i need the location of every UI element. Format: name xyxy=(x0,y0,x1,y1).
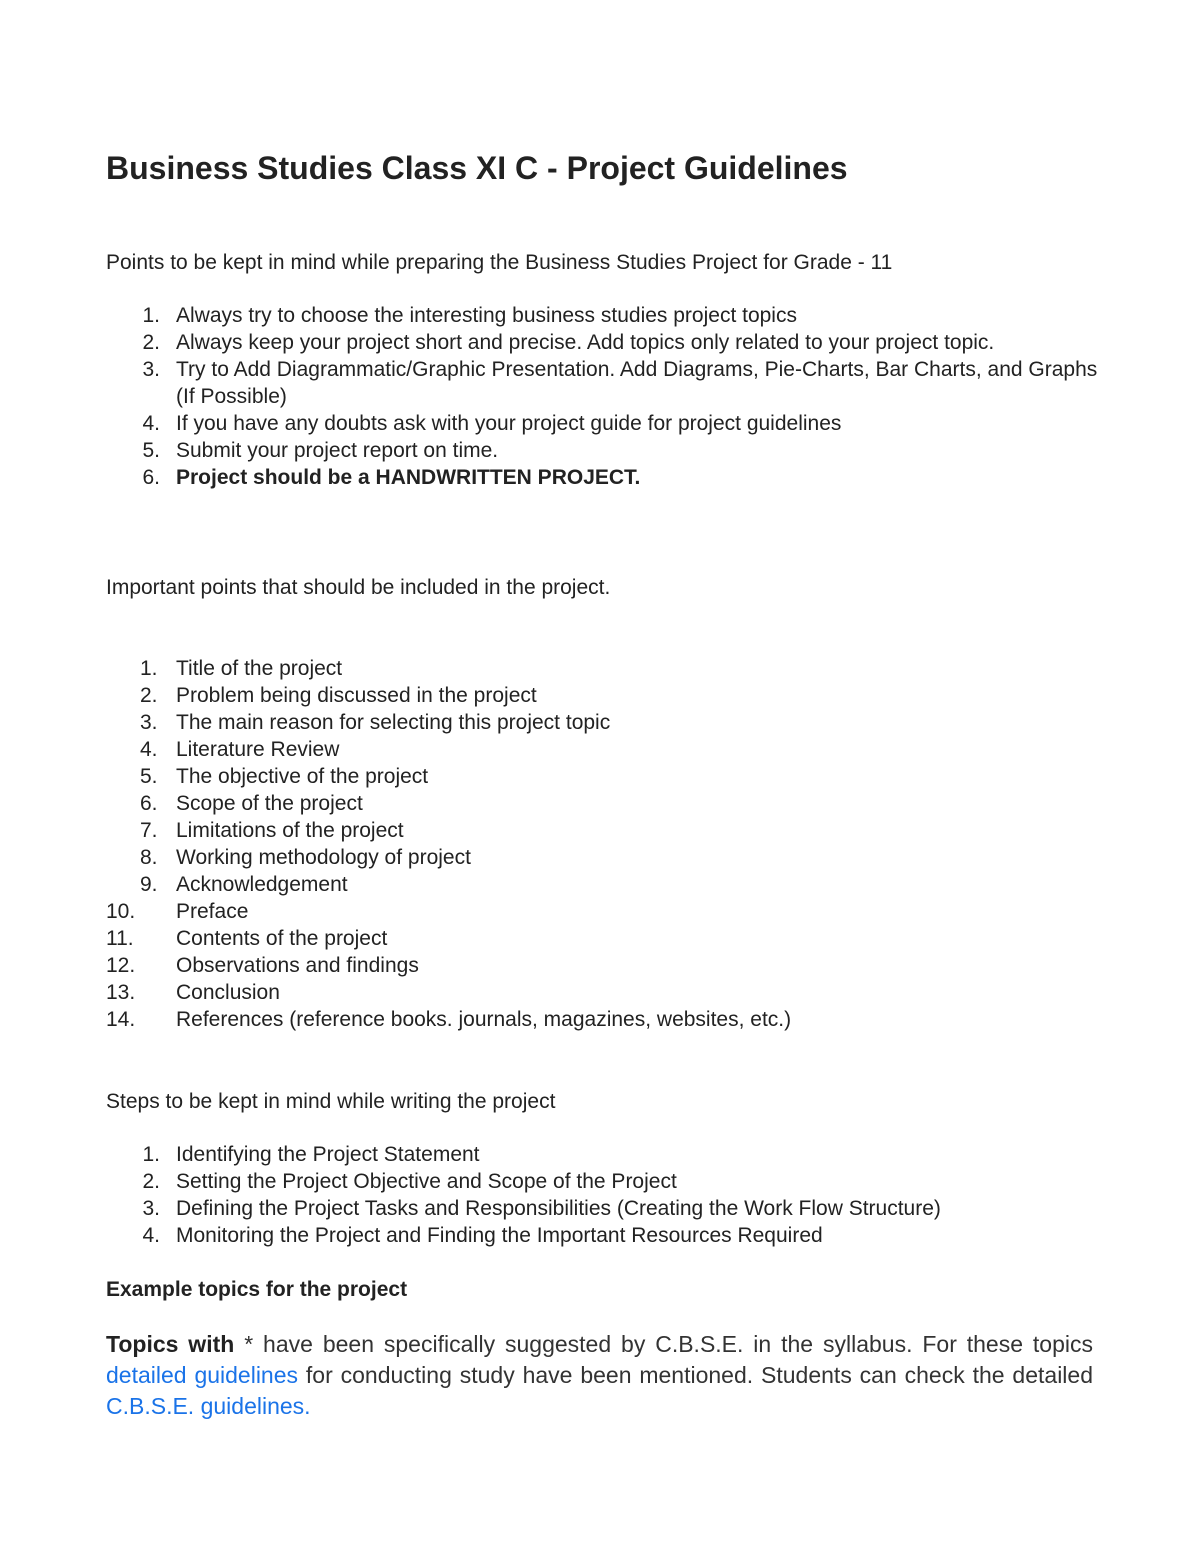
list-text: Contents of the project xyxy=(176,927,388,950)
list-text: Submit your project report on time. xyxy=(176,439,499,462)
topics-note-lead: Topics with xyxy=(106,1331,235,1357)
list-text: Observations and findings xyxy=(176,954,419,977)
list-item xyxy=(106,979,1106,1006)
list-item xyxy=(106,844,1106,871)
list-item xyxy=(106,817,1106,844)
steps-list xyxy=(106,1141,1106,1249)
list-item xyxy=(106,410,1106,437)
cbse-guidelines-link[interactable]: C.B.S.E. guidelines. xyxy=(106,1393,311,1419)
list-item xyxy=(106,329,1106,356)
list-number: 12. xyxy=(106,954,136,977)
list-item xyxy=(106,1006,1106,1033)
list-number: 2. xyxy=(142,331,160,354)
list-number: 4. xyxy=(142,412,160,435)
list-number: 4. xyxy=(140,738,158,761)
list-item xyxy=(106,1141,1106,1168)
list-number: 9. xyxy=(140,873,158,896)
example-topics-heading: Example topics for the project xyxy=(106,1278,408,1301)
list-item xyxy=(106,871,1106,898)
list-item xyxy=(106,356,1106,410)
list-text: The main reason for selecting this project topic xyxy=(176,711,611,734)
list-item xyxy=(106,790,1106,817)
list-number: 8. xyxy=(140,846,158,869)
list-text: References (reference books. journals, magazines, websites, etc.) xyxy=(176,1008,792,1031)
list-item xyxy=(106,1168,1106,1195)
list-text: Problem being discussed in the project xyxy=(176,684,537,707)
list-number: 2. xyxy=(140,684,158,707)
important-points-list xyxy=(106,655,1106,1033)
list-number: 4. xyxy=(142,1224,160,1247)
list-item xyxy=(106,763,1106,790)
intro-paragraph: Points to be kept in mind while preparing the Business Studies Project for Grade - 11 xyxy=(106,251,893,274)
list-text: Limitations of the project xyxy=(176,819,404,842)
list-number: 14. xyxy=(106,1008,136,1031)
list-text: Working methodology of project xyxy=(176,846,471,869)
list-number: 5. xyxy=(140,765,158,788)
list-text: Identifying the Project Statement xyxy=(176,1143,480,1166)
list-text: Conclusion xyxy=(176,981,280,1004)
list-number: 2. xyxy=(142,1170,160,1193)
list-text: Literature Review xyxy=(176,738,340,761)
list-item xyxy=(106,952,1106,979)
list-number: 10. xyxy=(106,900,136,923)
list-number: 6. xyxy=(142,466,160,489)
list-number: 3. xyxy=(142,358,160,381)
page-title: Business Studies Class XI C - Project Guidelines xyxy=(106,150,848,186)
topics-note-text: * have been specifically suggested by C.B.S.E. in the syllabus. For these topics xyxy=(234,1331,1093,1357)
list-number: 1. xyxy=(142,304,160,327)
list-number: 1. xyxy=(142,1143,160,1166)
list-number: 13. xyxy=(106,981,136,1004)
list-text: Always keep your project short and precise. Add topics only related to your project topic. xyxy=(176,331,995,354)
list-text: Defining the Project Tasks and Responsibilities (Creating the Work Flow Structure) xyxy=(176,1197,941,1220)
guidelines-list xyxy=(106,302,1106,491)
list-text: The objective of the project xyxy=(176,765,429,788)
list-number: 7. xyxy=(140,819,158,842)
list-number: 5. xyxy=(142,439,160,462)
topics-note xyxy=(106,1329,1093,1422)
list-text: Title of the project xyxy=(176,657,343,680)
detailed-guidelines-link[interactable]: detailed guidelines xyxy=(106,1362,299,1388)
list-number: 3. xyxy=(142,1197,160,1220)
list-text: Try to Add Diagrammatic/Graphic Presentation. Add Diagrams, Pie-Charts, Bar Charts, and Graphs (If Possible) xyxy=(176,358,1098,408)
list-text: Setting the Project Objective and Scope of the Project xyxy=(176,1170,677,1193)
list-number: 11. xyxy=(106,927,134,950)
list-item xyxy=(106,655,1106,682)
list-item xyxy=(106,709,1106,736)
list-text: Always try to choose the interesting business studies project topics xyxy=(176,304,797,327)
list-text: Acknowledgement xyxy=(176,873,348,896)
list-item xyxy=(106,1195,1106,1222)
list-item xyxy=(106,437,1106,464)
list-item xyxy=(106,302,1106,329)
list-text: Scope of the project xyxy=(176,792,363,815)
list-text: Project should be a HANDWRITTEN PROJECT. xyxy=(176,466,641,489)
list-item xyxy=(106,1222,1106,1249)
steps-heading: Steps to be kept in mind while writing the project xyxy=(106,1090,556,1113)
list-item xyxy=(106,898,1106,925)
list-number: 3. xyxy=(140,711,158,734)
list-item xyxy=(106,682,1106,709)
topics-note-text: for conducting study have been mentioned. Students can check the detailed xyxy=(298,1362,1094,1388)
list-item xyxy=(106,736,1106,763)
list-number: 6. xyxy=(140,792,158,815)
list-item xyxy=(106,925,1106,952)
list-item-handwritten xyxy=(106,464,1106,491)
list-text: If you have any doubts ask with your project guide for project guidelines xyxy=(176,412,842,435)
list-number: 1. xyxy=(140,657,158,680)
list-text: Monitoring the Project and Finding the Important Resources Required xyxy=(176,1224,823,1247)
important-heading: Important points that should be included in the project. xyxy=(106,576,611,599)
list-text: Preface xyxy=(176,900,249,923)
